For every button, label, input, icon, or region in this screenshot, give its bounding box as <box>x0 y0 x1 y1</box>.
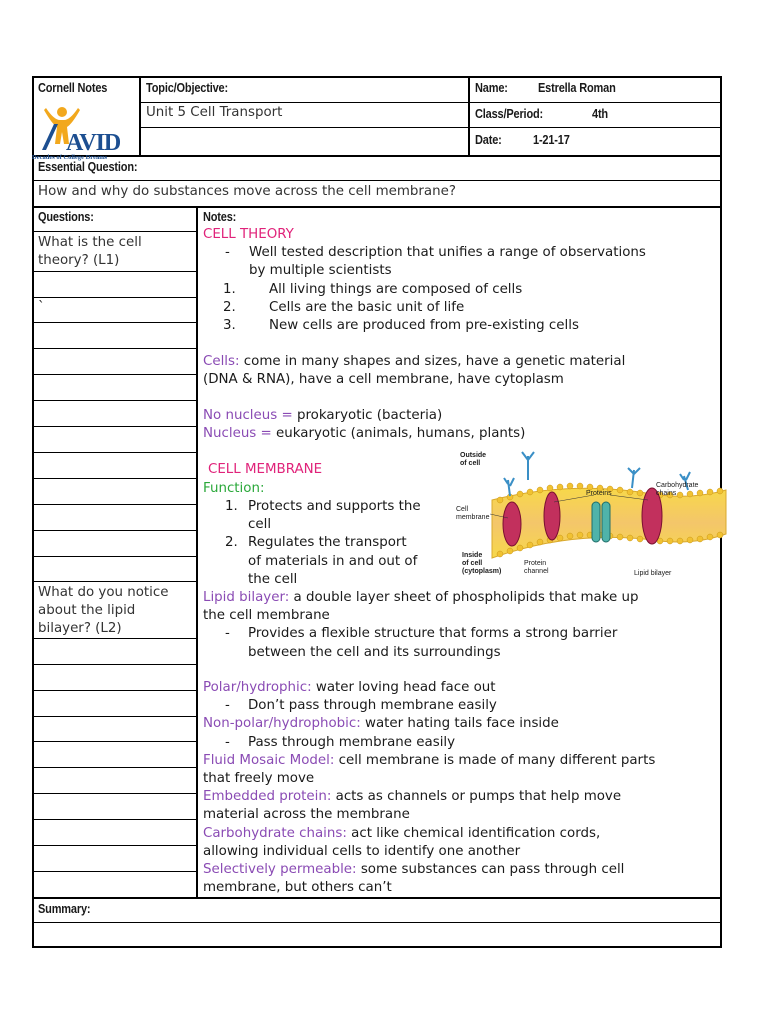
lipid-bilayer-term: Lipid bilayer: <box>203 590 290 605</box>
carbohydrate-chains-term: Carbohydrate chains: <box>203 825 347 841</box>
avid-logo-tagline: Decades of College Dreams <box>32 154 108 161</box>
cell-theory-desc: - Well tested description that unifies a range of observations <box>225 245 646 261</box>
topic-value: Unit 5 Cell Transport <box>146 105 283 120</box>
topic-label: Topic/Objective: <box>146 81 228 95</box>
questions-label: Questions: <box>38 210 94 224</box>
cell-theory-desc-2: by multiple scientists <box>249 263 392 279</box>
nucleus-definitions: No nucleus = prokaryotic (bacteria) Nucleus = eukaryotic (animals, humans, plants) <box>203 408 526 442</box>
column-divider <box>196 206 198 898</box>
name-value: Estrella Roman <box>538 81 616 95</box>
question-row-line <box>32 556 196 557</box>
question-row-line <box>32 716 196 717</box>
summary-label: Summary: <box>38 902 91 916</box>
nonpolar-term: Non-polar/hydrophobic: <box>203 716 361 732</box>
question-row-line <box>32 871 196 872</box>
notes-body <box>203 226 718 335</box>
no-nucleus-term: No nucleus = <box>203 408 293 423</box>
polar-term: Polar/hydrophic: <box>203 680 312 695</box>
cell-membrane-diagram <box>452 450 728 586</box>
diagram-carbohydrate-label: Carbohydrate chains <box>656 482 699 497</box>
cell-theory-point-2: 2. Cells are the basic unit of life <box>223 299 465 315</box>
question-row-line <box>32 400 196 401</box>
essential-bottom-line <box>32 206 722 208</box>
polarity-definitions: Polar/hydrophic: water loving head face out - Don’t pass through membrane easily Non-polar/hydrophobic: water hating tails face inside - Pass through membrane easily Fluid Mosaic Model: cell membrane is made of many different parts that freely move Embedded protein: acts as channels or pumps that help move material across the membrane Carbohydrate chains: act like chemical identification cords, allowing individual cells to identify one another Selectively permeable: some substances can pass through cell membrane, but others can’t <box>203 680 656 896</box>
question-2-line-2: about the lipid <box>38 603 136 619</box>
question-row-line <box>32 426 196 427</box>
question-1-line-1: What is the cell <box>38 235 142 250</box>
question-row-line <box>32 452 196 453</box>
cell-theory-point-1: 1. All living things are composed of cells <box>223 281 523 297</box>
function-label: Function: <box>203 481 265 496</box>
avid-logo-text: AVID <box>66 130 121 156</box>
question-row-line <box>32 664 196 665</box>
diagram-bilayer-label: Lipid bilayer <box>634 570 672 577</box>
header-divider-1 <box>139 76 141 156</box>
question-row-line <box>32 793 196 794</box>
class-period-label: Class/Period: <box>475 107 544 121</box>
question-tick-mark: ` <box>38 300 45 315</box>
selectively-permeable-term: Selectively permeable: <box>203 862 357 878</box>
function-list: 1. Protects and supports the cell 2. Regulates the transport of materials in and out of the cell <box>225 499 421 587</box>
header-row-line-1 <box>140 102 720 103</box>
question-row-line <box>32 767 196 768</box>
question-row-line <box>32 819 196 820</box>
date-value: 1-21-17 <box>533 133 570 147</box>
class-period-value: 4th <box>592 107 608 121</box>
question-1 <box>38 234 142 270</box>
question-row-line <box>32 322 196 323</box>
nucleus-term: Nucleus = <box>203 426 272 442</box>
table-top-border <box>32 76 722 78</box>
essential-question-text: How and why do substances move across the cell membrane? <box>38 184 456 199</box>
name-label: Name: <box>475 81 508 95</box>
fluid-mosaic-term: Fluid Mosaic Model: <box>203 752 335 768</box>
essential-question-label: Essential Question: <box>38 160 138 174</box>
question-row-line <box>32 530 196 531</box>
diagram-inside-label: Inside of cell (cytoplasm) <box>462 552 502 575</box>
question-2-line-1: What do you notice <box>38 585 169 600</box>
essential-line <box>32 180 722 181</box>
embedded-protein-term: Embedded protein: <box>203 789 332 805</box>
avid-logo <box>32 100 138 162</box>
diagram-proteins-label: Proteins <box>586 490 612 497</box>
question-row-line <box>32 297 196 298</box>
question-row-line <box>32 504 196 505</box>
question-row-line <box>32 581 196 582</box>
header-row-line-2 <box>140 127 720 128</box>
question-row-line <box>32 845 196 846</box>
diagram-channel-label: Protein channel <box>524 560 549 575</box>
cells-definition: Cells: come in many shapes and sizes, have a genetic material (DNA & RNA), have a cell membrane, have cytoplasm <box>203 354 626 388</box>
question-row-line <box>32 231 196 232</box>
question-row-line <box>32 478 196 479</box>
question-2 <box>38 584 169 639</box>
cornell-notes-label: Cornell Notes <box>38 81 108 95</box>
date-label: Date: <box>475 133 502 147</box>
question-row-line <box>32 271 196 272</box>
question-row-line <box>32 741 196 742</box>
question-2-line-3: bilayer? (L2) <box>38 621 122 637</box>
cell-theory-point-3: 3. New cells are produced from pre-existing cells <box>223 318 579 334</box>
question-1-line-2: theory? (L1) <box>38 253 120 269</box>
cell-membrane-heading: CELL MEMBRANE <box>208 462 323 477</box>
table-bottom-border <box>32 946 722 948</box>
lipid-bilayer-definition: Lipid bilayer: a double layer sheet of phospholipids that make up the cell membrane - Provides a flexible structure that forms a strong barrier between the cell and its surroundings <box>203 590 639 660</box>
diagram-cell-membrane-label: Cell membrane <box>456 506 490 521</box>
notes-label: Notes: <box>203 210 237 224</box>
cell-theory-heading: CELL THEORY <box>203 227 294 242</box>
question-row-line <box>32 690 196 691</box>
diagram-outside-label: Outside of cell <box>460 452 487 467</box>
header-divider-2 <box>468 76 470 156</box>
summary-line <box>32 922 722 923</box>
question-row-line <box>32 348 196 349</box>
cells-term: Cells: <box>203 354 240 369</box>
question-row-line <box>32 374 196 375</box>
